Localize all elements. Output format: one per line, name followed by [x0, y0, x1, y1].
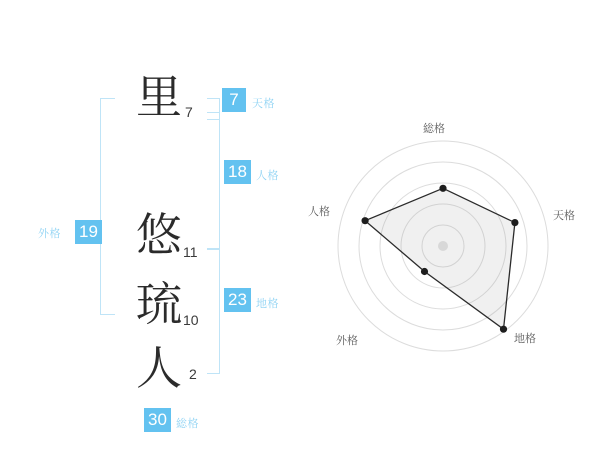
kanji-char-1: 里	[136, 70, 182, 124]
score-badge-jinkaku: 18	[224, 160, 251, 184]
score-label-jinkaku: 人格	[256, 169, 279, 182]
score-label-soukaku: 総格	[176, 417, 199, 430]
radar-series-polygon	[365, 188, 515, 329]
jinkaku-bracket	[207, 112, 220, 250]
kanji-char-3: 琉	[136, 277, 182, 331]
score-badge-tenkaku: 7	[222, 88, 246, 112]
stroke-count-4: 2	[189, 366, 197, 382]
stroke-count-1: 7	[185, 104, 193, 120]
radar-data-point	[421, 268, 428, 275]
score-label-gaikaku: 外格	[38, 227, 61, 240]
score-label-tenkaku: 天格	[252, 97, 275, 110]
radar-data-point	[439, 185, 446, 192]
axis-label-gaikaku: 外格	[336, 334, 358, 347]
axis-label-soukaku: 総格	[423, 122, 445, 135]
stroke-count-3: 10	[183, 312, 199, 328]
radar-data-point	[500, 326, 507, 333]
kanji-char-4: 人	[136, 341, 182, 395]
stroke-count-2: 11	[183, 244, 198, 260]
radar-chart-panel	[310, 0, 600, 470]
radar-chart-svg	[310, 0, 600, 470]
score-badge-soukaku: 30	[144, 408, 171, 432]
score-label-chikaku: 地格	[256, 297, 279, 310]
radar-data-point	[511, 219, 518, 226]
axis-label-chikaku: 地格	[514, 332, 536, 345]
score-badge-gaikaku: 19	[75, 220, 102, 244]
kanji-char-2: 悠	[136, 208, 182, 262]
chikaku-bracket	[207, 248, 220, 374]
score-badge-chikaku: 23	[224, 288, 251, 312]
axis-label-jinkaku: 人格	[308, 205, 330, 218]
axis-label-tenkaku: 天格	[553, 209, 575, 222]
radar-data-point	[362, 217, 369, 224]
outer-bracket	[100, 98, 115, 315]
